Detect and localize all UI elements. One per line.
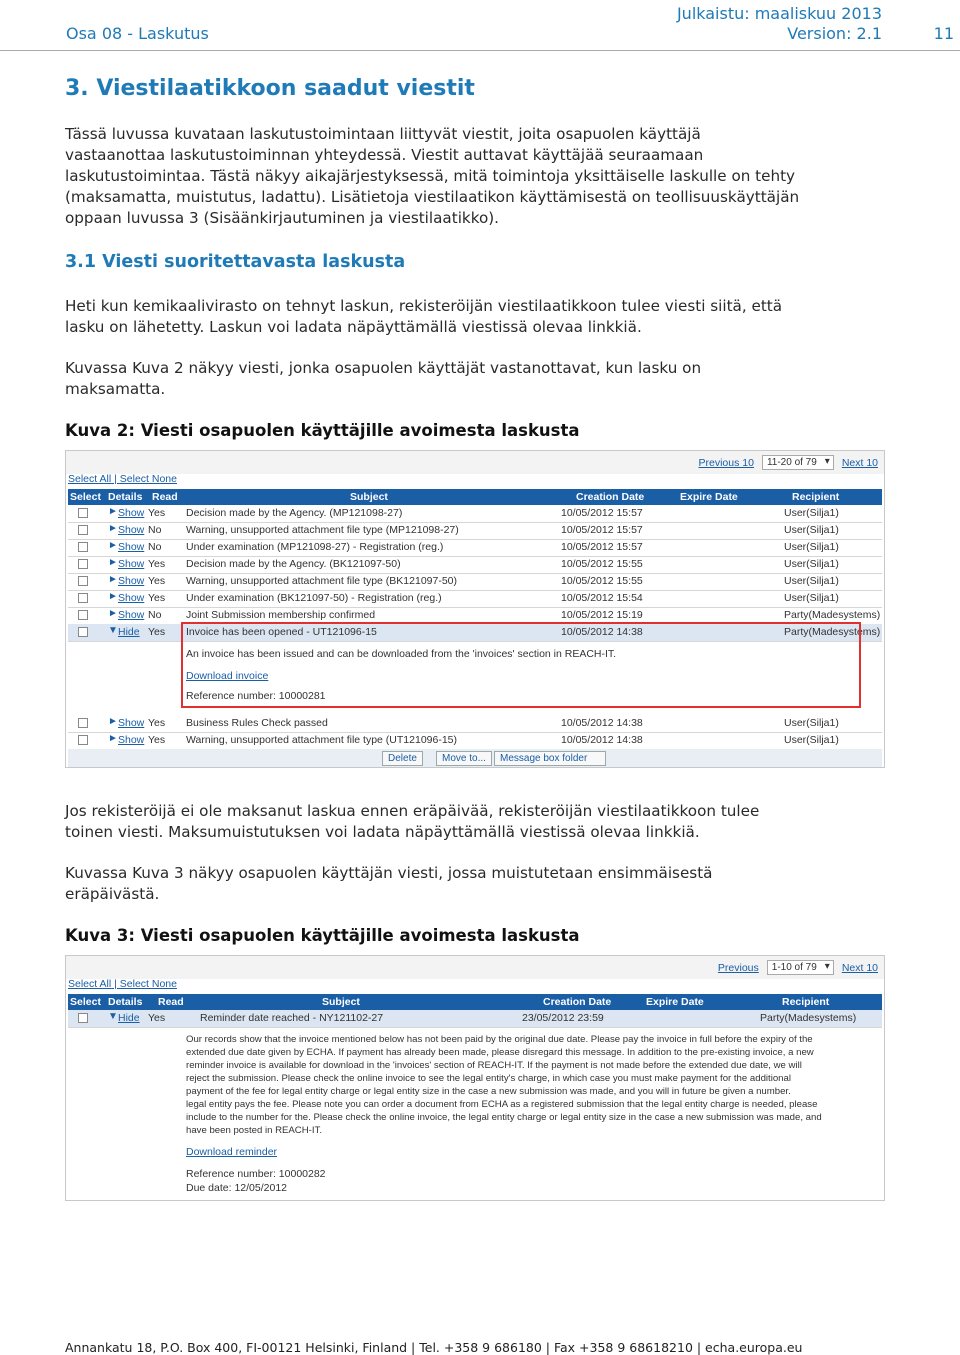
col-subject: Subject <box>322 996 360 1008</box>
detail-text-line: reject the submission. Please check the online invoice to see the legal entity's charge, in which case you must make payment for the additional <box>186 1073 791 1084</box>
detail-text-line: have been posted in REACH-IT. <box>186 1125 322 1136</box>
col-expire-date: Expire Date <box>680 491 738 503</box>
expand-arrow-icon: ► <box>108 608 118 619</box>
pager <box>718 960 878 975</box>
next-link[interactable]: Next 10 <box>841 961 878 974</box>
reference-number: Reference number: 10000281 <box>186 690 326 702</box>
recipient-cell: Party(Madesystems) <box>760 1012 857 1024</box>
expand-arrow-icon: ► <box>108 523 118 534</box>
expand-arrow-icon: ► <box>108 540 118 551</box>
row-checkbox[interactable] <box>78 735 88 745</box>
paragraph-figure3-ref <box>65 863 900 905</box>
details-toggle[interactable]: Hide <box>118 626 140 638</box>
text-line: eräpäivästä. <box>65 885 160 903</box>
version-label: Version: 2.1 <box>787 24 882 43</box>
row-checkbox[interactable] <box>78 1013 88 1023</box>
pager <box>699 455 879 470</box>
download-invoice-link[interactable]: Download invoice <box>186 670 269 682</box>
col-details: Details <box>108 996 143 1008</box>
pager-bar <box>66 956 884 979</box>
row-checkbox[interactable] <box>78 525 88 535</box>
text-line: Heti kun kemikaalivirasto on tehnyt laskun, rekisteröijän viestilaatikkoon tulee viesti siitä, että <box>65 297 783 315</box>
subject-cell[interactable]: Reminder date reached - NY121102-27 <box>200 1012 384 1024</box>
read-status: Yes <box>148 592 166 604</box>
text-line: laskutustoimintaa. Tästä näkyy aikajärjestyksessä, mitä toimintoja yksittäiselle laskulle on tehty <box>65 167 796 185</box>
expand-arrow-icon: ► <box>108 716 118 727</box>
due-date: Due date: 12/05/2012 <box>186 1182 288 1194</box>
created-cell: 10/05/2012 15:19 <box>561 609 643 621</box>
collapse-arrow-icon: ▼ <box>108 625 118 636</box>
row-checkbox[interactable] <box>78 542 88 552</box>
text-line: toinen viesti. Maksumuistutuksen voi ladata näpäyttämällä viestissä olevaa linkkiä. <box>65 823 700 841</box>
subject-cell[interactable]: Joint Submission membership confirmed <box>186 609 376 621</box>
table-row[interactable] <box>68 505 882 523</box>
recipient-cell: User(Silja1) <box>784 717 839 729</box>
table-row[interactable] <box>68 522 882 540</box>
table-row[interactable] <box>68 715 882 733</box>
detail-text-line: include to the number for the. Please check the online invoice, the legal entity charge or legal entity size in the case a new submission was made, and <box>186 1112 822 1123</box>
col-read: Read <box>158 996 184 1008</box>
detail-text: An invoice has been issued and can be downloaded from the 'invoices' section in REACH-IT. <box>186 648 617 660</box>
subject-cell[interactable]: Warning, unsupported attachment file type (BK121097-50) <box>186 575 458 587</box>
text-line: vastaanottaa laskutustoiminnan yhteydessä. Viestit auttavat käyttäjää seuraamaan <box>65 146 704 164</box>
table-row[interactable] <box>68 556 882 574</box>
highlight-box <box>181 622 861 708</box>
details-toggle[interactable]: Show <box>118 592 145 604</box>
created-cell: 10/05/2012 15:57 <box>561 507 643 519</box>
col-read: Read <box>152 491 178 503</box>
published-date: Julkaistu: maaliskuu 2013 <box>676 4 882 23</box>
move-to-button[interactable]: Move to... <box>436 751 492 766</box>
subject-cell[interactable]: Business Rules Check passed <box>186 717 328 729</box>
recipient-cell: User(Silja1) <box>784 507 839 519</box>
intro-paragraph <box>65 124 900 229</box>
read-status: No <box>148 609 162 621</box>
recipient-cell: User(Silja1) <box>784 734 839 746</box>
detail-text-line: reminder invoice is available for download in the 'invoices' section of REACH-IT. If the payment is not made before the extended due date, we will <box>186 1060 802 1071</box>
detail-text-line: Our records show that the invoice mentioned below has not been paid by the original due date. Please pay the invoice in full before the expiry of the <box>186 1034 813 1045</box>
figure2-caption: Kuva 2: Viesti osapuolen käyttäjille avoimesta laskusta <box>65 421 580 440</box>
select-links: Select All | Select None <box>68 473 177 485</box>
folder-select[interactable]: Message box folder <box>494 751 606 766</box>
col-select: Select <box>70 996 101 1008</box>
col-recipient: Recipient <box>782 996 830 1008</box>
page-number: 11 <box>933 24 954 43</box>
subject-cell[interactable]: Warning, unsupported attachment file type (MP121098-27) <box>186 524 459 536</box>
table-row[interactable] <box>68 590 882 608</box>
select-all-link[interactable]: Select All <box>68 473 112 485</box>
collapse-arrow-icon: ▼ <box>108 1011 118 1022</box>
col-subject: Subject <box>350 491 388 503</box>
read-status: No <box>148 541 162 553</box>
paragraph-invoice-sent <box>65 296 900 338</box>
created-cell: 23/05/2012 23:59 <box>522 1012 604 1024</box>
table-row-selected[interactable] <box>68 1010 882 1028</box>
expand-arrow-icon: ► <box>108 733 118 744</box>
next-link[interactable]: Next 10 <box>841 456 878 469</box>
read-status: Yes <box>148 717 166 729</box>
paragraph-figure2-ref <box>65 358 900 400</box>
section-title: Osa 08 - Laskutus <box>66 24 209 43</box>
recipient-cell: User(Silja1) <box>784 558 839 570</box>
range-dropdown[interactable]: 11-20 of 79 ▾ <box>762 455 834 470</box>
text-line: Kuvassa Kuva 2 näkyy viesti, jonka osapuolen käyttäjät vastanottavat, kun lasku on <box>65 359 702 377</box>
read-status: Yes <box>148 575 166 587</box>
col-select: Select <box>70 491 101 503</box>
subject-cell[interactable]: Under examination (BK121097-50) - Registration (reg.) <box>186 592 442 604</box>
col-recipient: Recipient <box>792 491 840 503</box>
section-heading: 3.1 Viesti suoritettavasta laskusta <box>65 252 406 272</box>
subject-cell[interactable]: Decision made by the Agency. (BK121097-50) <box>186 558 401 570</box>
row-checkbox[interactable] <box>78 576 88 586</box>
created-cell: 10/05/2012 15:57 <box>561 541 643 553</box>
created-cell: 10/05/2012 14:38 <box>561 626 643 638</box>
text-line: maksamatta. <box>65 380 166 398</box>
details-toggle[interactable]: Show <box>118 575 145 587</box>
select-none-link[interactable]: Select None <box>119 978 177 990</box>
created-cell: 10/05/2012 15:54 <box>561 592 643 604</box>
detail-text-line: extended due date given by ECHA. If payment has already been made, please disregard this message. In addition to the pre-existing invoice, a new <box>186 1047 814 1058</box>
page-header <box>0 0 960 52</box>
subject-cell[interactable]: Invoice has been opened - UT121096-15 <box>186 626 377 638</box>
select-all-link[interactable]: Select All <box>68 978 112 990</box>
expand-arrow-icon: ► <box>108 506 118 517</box>
read-status: Yes <box>148 626 166 638</box>
pager-bar <box>66 451 884 474</box>
figure3-screenshot <box>65 955 885 1201</box>
recipient-cell: Party(Madesystems) <box>784 609 881 621</box>
read-status: No <box>148 524 162 536</box>
read-status: Yes <box>148 507 166 519</box>
subject-cell[interactable]: Under examination (MP121098-27) - Registration (reg.) <box>186 541 444 553</box>
recipient-cell: User(Silja1) <box>784 524 839 536</box>
details-toggle[interactable]: Show <box>118 507 145 519</box>
text-line: (maksamatta, muistutus, ladattu). Lisätietoja viestilaatikon käyttämisestä on teollisuuskäyttäjän <box>65 188 800 206</box>
row-checkbox[interactable] <box>78 610 88 620</box>
text-line: oppaan luvussa 3 (Sisäänkirjautuminen ja viestilaatikko). <box>65 209 500 227</box>
previous-link[interactable]: Previous 10 <box>698 456 754 469</box>
text-line: Kuvassa Kuva 3 näkyy osapuolen käyttäjän viesti, jossa muistutetaan ensimmäisestä <box>65 864 713 882</box>
details-toggle[interactable]: Show <box>118 541 145 553</box>
read-status: Yes <box>148 734 166 746</box>
figure2-screenshot <box>65 450 885 768</box>
row-checkbox[interactable] <box>78 627 88 637</box>
col-details: Details <box>108 491 143 503</box>
recipient-cell: Party(Madesystems) <box>784 626 881 638</box>
col-creation-date: Creation Date <box>576 491 645 503</box>
created-cell: 10/05/2012 15:57 <box>561 524 643 536</box>
download-reminder-link[interactable]: Download reminder <box>186 1146 278 1158</box>
row-checkbox[interactable] <box>78 559 88 569</box>
message-detail <box>68 1028 882 1198</box>
col-creation-date: Creation Date <box>543 996 612 1008</box>
created-cell: 10/05/2012 14:38 <box>561 734 643 746</box>
created-cell: 10/05/2012 14:38 <box>561 717 643 729</box>
created-cell: 10/05/2012 15:55 <box>561 558 643 570</box>
details-toggle[interactable]: Show <box>118 717 145 729</box>
row-checkbox[interactable] <box>78 593 88 603</box>
row-checkbox[interactable] <box>78 718 88 728</box>
select-links: Select All | Select None <box>68 978 177 990</box>
table-header <box>68 489 882 505</box>
reference-number: Reference number: 10000282 <box>186 1168 326 1180</box>
read-status: Yes <box>148 1012 166 1024</box>
recipient-cell: User(Silja1) <box>784 592 839 604</box>
details-toggle[interactable]: Show <box>118 524 145 536</box>
expand-arrow-icon: ► <box>108 591 118 602</box>
header-divider <box>0 50 960 51</box>
created-cell: 10/05/2012 15:55 <box>561 575 643 587</box>
delete-button[interactable]: Delete <box>382 751 423 766</box>
details-toggle[interactable]: Hide <box>118 1012 140 1024</box>
action-bar <box>68 749 882 767</box>
range-dropdown[interactable]: 1-10 of 79 ▾ <box>767 960 834 975</box>
text-line: lasku on lähetetty. Laskun voi ladata näpäyttämällä viestissä olevaa linkkiä. <box>65 318 642 336</box>
detail-text-line: payment of the fee for legal entity charge or legal entity size in the case a new submission was made, and you will in future be given a number. <box>186 1086 791 1097</box>
subject-cell[interactable]: Decision made by the Agency. (MP121098-27) <box>186 507 403 519</box>
subject-cell[interactable]: Warning, unsupported attachment file type (UT121096-15) <box>186 734 458 746</box>
col-expire-date: Expire Date <box>646 996 704 1008</box>
table-row[interactable] <box>68 573 882 591</box>
expand-arrow-icon: ► <box>108 557 118 568</box>
table-row[interactable] <box>68 732 882 750</box>
previous-link[interactable]: Previous <box>717 961 759 974</box>
text-line: Tässä luvussa kuvataan laskutustoimintaan liittyvät viestit, joita osapuolen käyttäjä <box>65 125 701 143</box>
recipient-cell: User(Silja1) <box>784 541 839 553</box>
details-toggle[interactable]: Show <box>118 734 145 746</box>
chapter-heading: 3. Viestilaatikkoon saadut viestit <box>65 76 475 101</box>
details-toggle[interactable]: Show <box>118 609 145 621</box>
table-header <box>68 994 882 1010</box>
recipient-cell: User(Silja1) <box>784 575 839 587</box>
page-footer: Annankatu 18, P.O. Box 400, FI-00121 Helsinki, Finland | Tel. +358 9 686180 | Fax +358 9 68618210 | echa.europa.eu <box>65 1340 803 1355</box>
row-checkbox[interactable] <box>78 508 88 518</box>
detail-text-line: legal entity pays the fee. Please note you can order a document from ECHA as a registered submission that the legal entity charge is needed, please <box>186 1099 818 1110</box>
expand-arrow-icon: ► <box>108 574 118 585</box>
details-toggle[interactable]: Show <box>118 558 145 570</box>
figure3-caption: Kuva 3: Viesti osapuolen käyttäjille avoimesta laskusta <box>65 926 580 945</box>
text-line: Jos rekisteröijä ei ole maksanut laskua ennen eräpäivää, rekisteröijän viestilaatikkoon tulee <box>65 802 760 820</box>
table-row[interactable] <box>68 539 882 557</box>
select-none-link[interactable]: Select None <box>119 473 177 485</box>
read-status: Yes <box>148 558 166 570</box>
paragraph-reminder <box>65 801 900 843</box>
